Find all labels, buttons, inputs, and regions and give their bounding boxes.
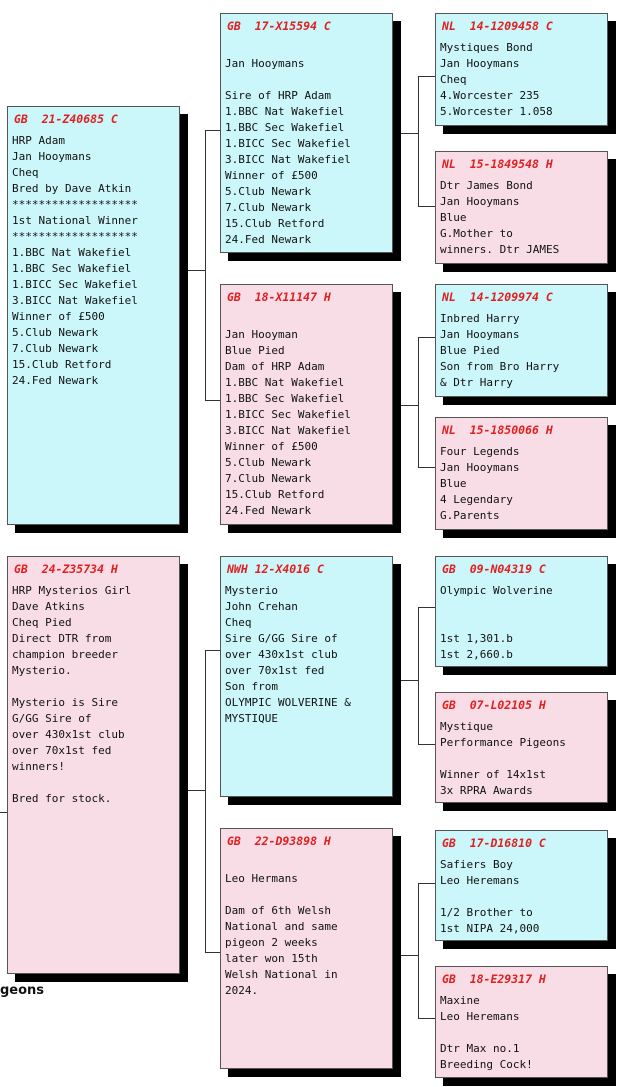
pigeon-card-grandsire-4[interactable] <box>435 830 608 941</box>
connector <box>393 680 418 681</box>
connector <box>418 883 435 884</box>
pigeon-card-granddam-3[interactable] <box>435 692 608 803</box>
pigeon-card-dam-dam[interactable] <box>220 828 393 1069</box>
pigeon-details: HRP Mysterios Girl Dave Atkins Cheq Pied Direct DTR from champion breeder Mysterio. Mysterio is Sire G/GG Sire of over 430x1st club over 70x1st fed winners! Bred for stock. <box>12 584 132 805</box>
connector <box>418 467 435 468</box>
ring-number: NL 14-1209458 C <box>442 19 553 33</box>
connector <box>205 130 220 131</box>
connector <box>418 883 419 1018</box>
pigeon-details: Safiers Boy Leo Heremans 1/2 Brother to 1st NIPA 24,000 <box>440 858 540 935</box>
connector <box>418 607 435 608</box>
pigeon-details: Jan Hooymans Sire of HRP Adam 1.BBC Nat Wakefiel 1.BBC Sec Wakefiel 1.BICC Sec Wakefiel 3.BICC Nat Wakefiel Winner of £500 5.Club Newark 7.Club Newark 15.Club Retford 24.Fed Newark <box>225 57 351 246</box>
ring-number: GB 18-E29317 H <box>442 972 546 986</box>
ring-number: NL 14-1209974 C <box>442 290 553 304</box>
pigeon-card-granddam-1[interactable] <box>435 151 608 264</box>
connector <box>205 400 220 401</box>
ring-number: GB 24-Z35734 H <box>14 562 118 576</box>
connector <box>418 1018 435 1019</box>
connector <box>418 206 435 207</box>
connector <box>418 337 419 467</box>
connector <box>205 650 206 952</box>
connector <box>393 133 418 134</box>
connector <box>418 607 419 744</box>
ring-number: NWH 12-X4016 C <box>227 562 324 576</box>
connector <box>393 955 418 956</box>
pigeon-card-grandsire-3[interactable] <box>435 556 608 667</box>
connector <box>418 76 419 206</box>
pigeon-details: Four Legends Jan Hooymans Blue 4 Legendary G.Parents <box>440 445 520 522</box>
ring-number: GB 17-D16810 C <box>442 836 546 850</box>
pigeon-card-dam[interactable] <box>220 284 393 525</box>
connector <box>205 952 220 953</box>
ring-number: GB 07-L02105 H <box>442 698 546 712</box>
pigeon-card-grandsire-2[interactable] <box>435 284 608 397</box>
pigeon-card-granddam-2[interactable] <box>435 417 608 530</box>
ring-number: GB 09-N04319 C <box>442 562 546 576</box>
ring-number: NL 15-1849548 H <box>442 157 553 171</box>
connector <box>418 337 435 338</box>
pigeon-details: Dtr James Bond Jan Hooymans Blue G.Mother to winners. Dtr JAMES <box>440 179 560 256</box>
pigeon-details: Leo Hermans Dam of 6th Welsh National and same pigeon 2 weeks later won 15th Welsh National in 2024. <box>225 872 338 997</box>
pigeon-details: Mysterio John Crehan Cheq Sire G/GG Sire of over 430x1st club over 70x1st fed Son from OLYMPIC WOLVERINE & MYSTIQUE <box>225 584 351 725</box>
connector <box>418 744 435 745</box>
pigeon-details: HRP Adam Jan Hooymans Cheq Bred by Dave Atkin ******************* 1st National Winner ******************* 1.BBC Nat Wakefiel 1.BBC Sec Wakefiel 1.BICC Sec Wakefiel 3.BICC Nat Wakefiel Winner of £500 5.Club Newark 7.Club Newark 15.Club Retford 24.Fed Newark <box>12 134 138 387</box>
pigeon-card-sire[interactable] <box>220 13 393 253</box>
connector <box>418 76 435 77</box>
pigeon-details: Olympic Wolverine 1st 1,301.b 1st 2,660.b <box>440 584 553 661</box>
connector <box>393 405 418 406</box>
connector <box>180 790 205 791</box>
pigeon-details: Inbred Harry Jan Hooymans Blue Pied Son from Bro Harry & Dtr Harry <box>440 312 560 389</box>
ring-number: GB 21-Z40685 C <box>14 112 118 126</box>
connector <box>0 812 7 813</box>
pigeon-card-grandsire-1[interactable] <box>435 13 608 126</box>
footer-brand-text: geons <box>0 983 45 998</box>
ring-number: GB 18-X11147 H <box>227 290 331 304</box>
pigeon-card-dam-sire[interactable] <box>220 556 393 797</box>
connector <box>180 270 205 271</box>
pigeon-card-subject-dam[interactable] <box>7 556 180 974</box>
connector <box>205 130 206 400</box>
ring-number: GB 22-D93898 H <box>227 834 331 848</box>
connector <box>205 650 220 651</box>
pigeon-details: Jan Hooyman Blue Pied Dam of HRP Adam 1.BBC Nat Wakefiel 1.BBC Sec Wakefiel 1.BICC Sec Wakefiel 3.BICC Nat Wakefiel Winner of £500 5.Club Newark 7.Club Newark 15.Club Retford 24.Fed Newark <box>225 328 351 517</box>
pigeon-card-granddam-4[interactable] <box>435 966 608 1078</box>
ring-number: NL 15-1850066 H <box>442 423 553 437</box>
pigeon-details: Maxine Leo Heremans Dtr Max no.1 Breeding Cock! <box>440 994 533 1071</box>
pigeon-card-subject[interactable] <box>7 106 180 525</box>
ring-number: GB 17-X15594 C <box>227 19 331 33</box>
pigeon-details: Mystiques Bond Jan Hooymans Cheq 4.Worcester 235 5.Worcester 1.058 <box>440 41 553 118</box>
pigeon-details: Mystique Performance Pigeons Winner of 14x1st 3x RPRA Awards <box>440 720 566 797</box>
